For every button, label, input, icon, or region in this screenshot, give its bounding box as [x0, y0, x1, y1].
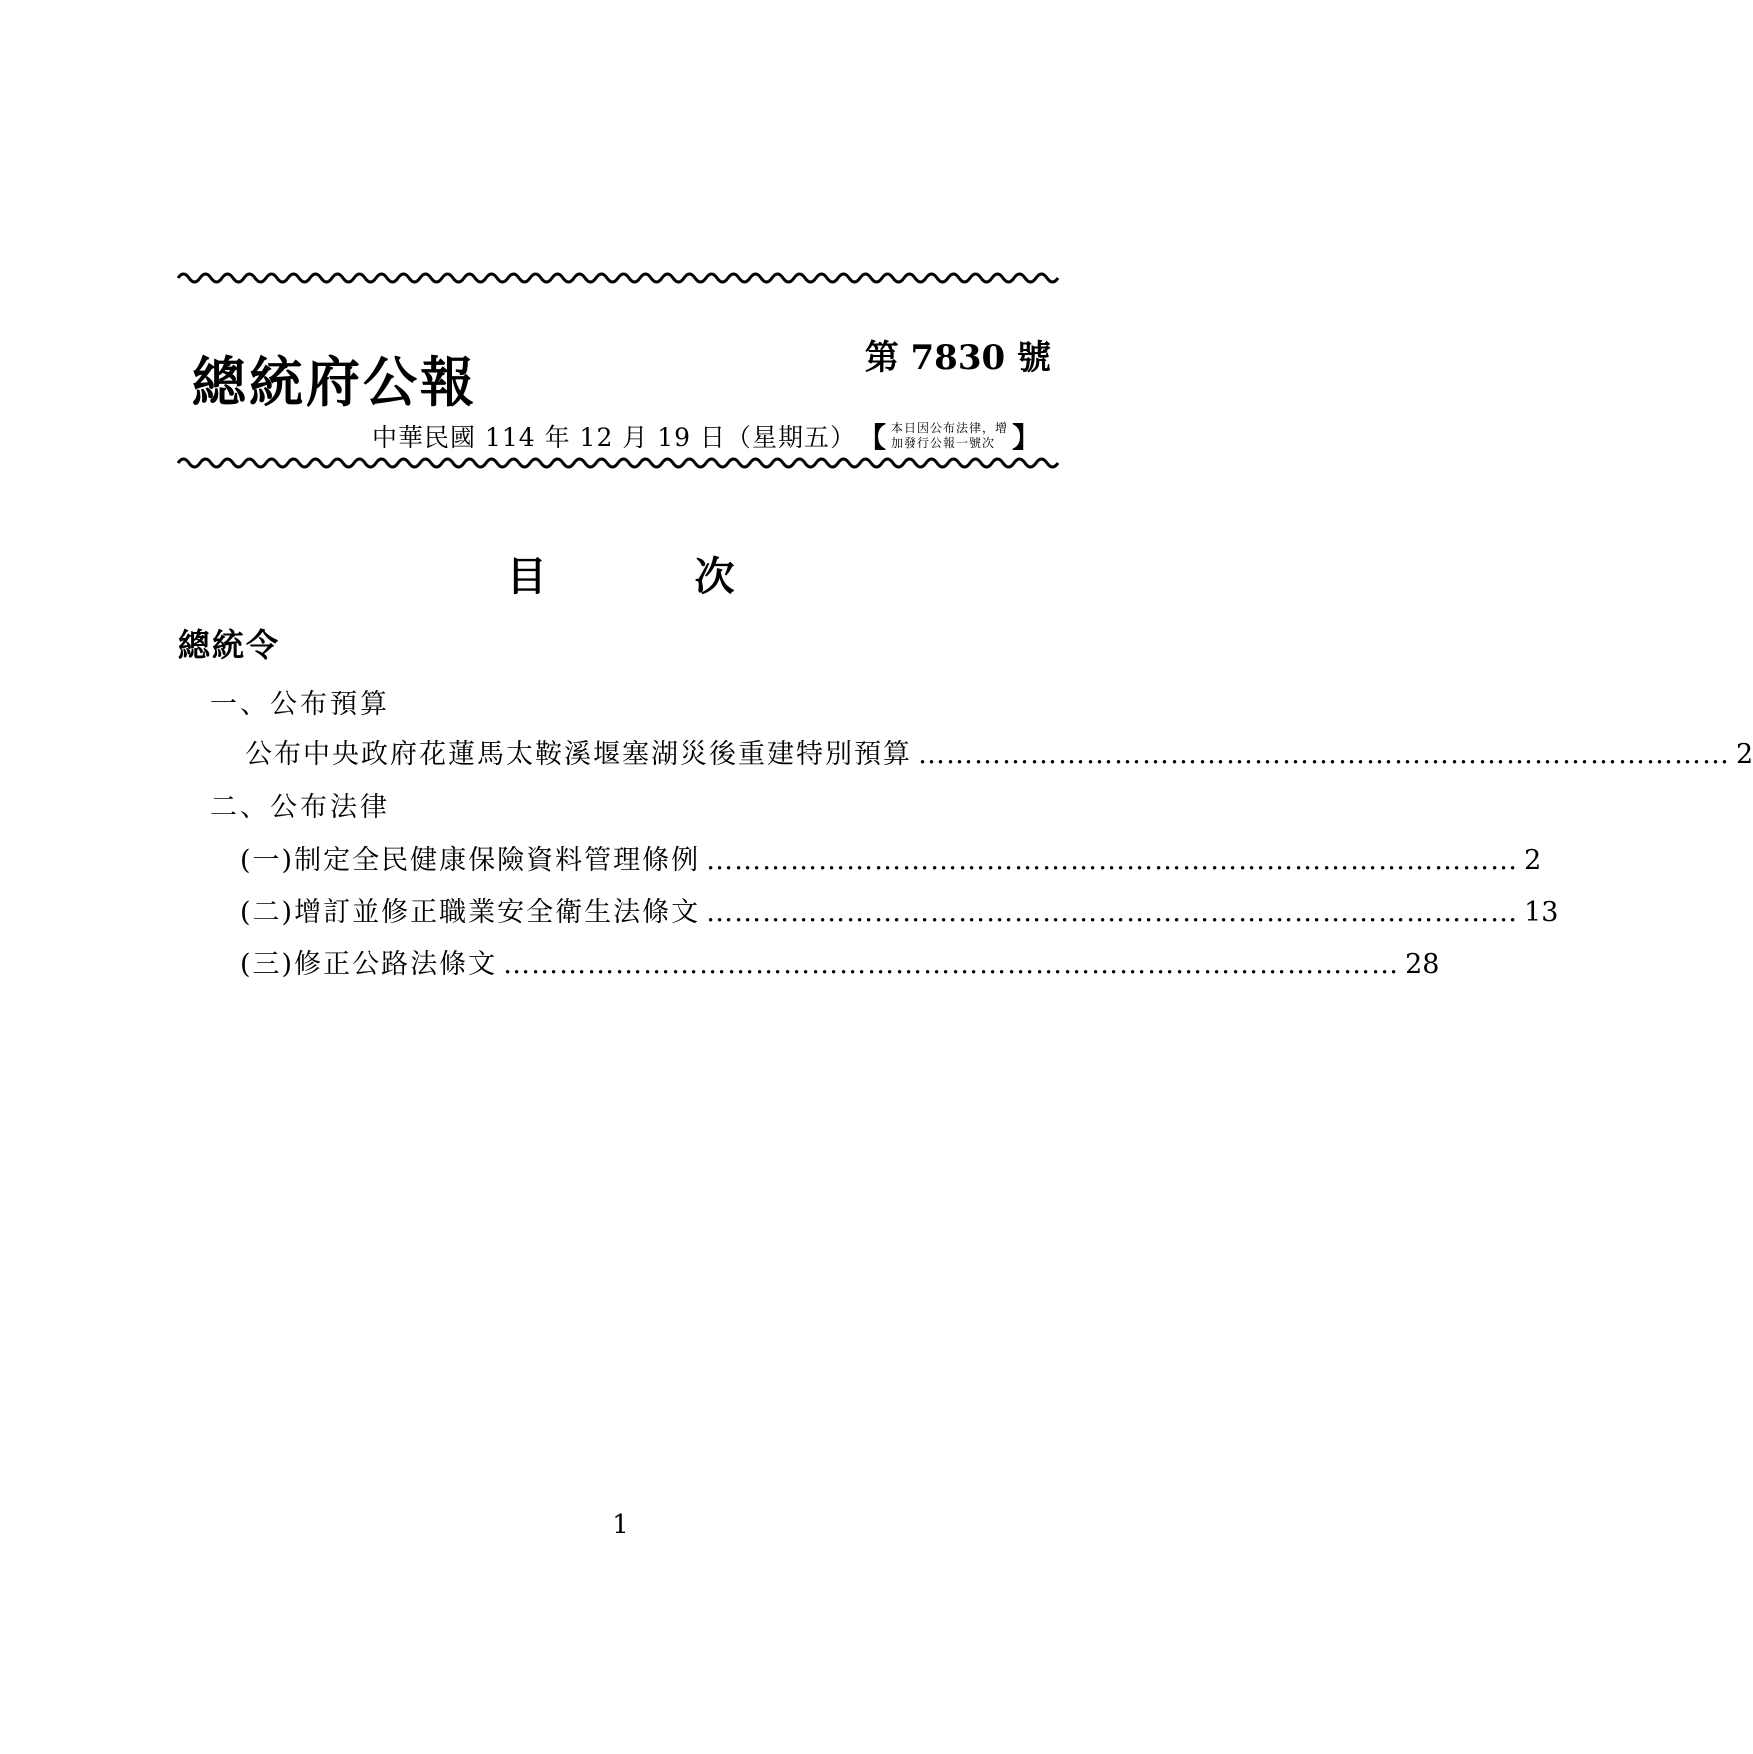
- toc-heading-char1: 目: [506, 554, 547, 600]
- toc-leader-dots: ……………………………………………………………………………………: [503, 949, 1400, 980]
- toc-entry[interactable]: [240, 838, 1542, 877]
- toc-entry-page: 28: [1405, 949, 1440, 980]
- issue-date: 中華民國 114 年 12 月 19 日（星期五）: [372, 423, 857, 452]
- top-wave-divider: [178, 270, 1058, 286]
- toc-entry[interactable]: [240, 890, 1559, 929]
- note-close-bracket: 】: [1012, 421, 1042, 454]
- toc-entry-page: 2: [1736, 739, 1753, 770]
- section-presidential-orders: 總統令: [178, 626, 281, 664]
- toc-heading: [0, 545, 1241, 602]
- wave-line: [178, 459, 1058, 467]
- issue-note-line1: 本日因公布法律，增: [891, 421, 1009, 435]
- note-open-bracket: 【: [858, 421, 888, 454]
- toc-entry[interactable]: [240, 942, 1440, 981]
- page-number: 1: [612, 1510, 629, 1540]
- toc-leader-dots: ……………………………………………………………………………: [706, 845, 1519, 876]
- issue-number: 第 7830 號: [864, 338, 1051, 378]
- issue-note-line2: 加發行公報一號次: [891, 436, 996, 450]
- toc-entry-text: (一)制定全民健康保險資料管理條例: [240, 845, 701, 876]
- toc-entry-text: 公布中央政府花蓮馬太鞍溪堰塞湖災後重建特別預算: [245, 739, 912, 770]
- group-laws-heading: 二、公布法律: [210, 792, 390, 823]
- toc-leader-dots: ……………………………………………………………………………: [706, 897, 1519, 928]
- gazette-title: 總統府公報: [192, 351, 477, 414]
- bottom-wave-divider: [178, 455, 1058, 471]
- wave-line: [178, 274, 1058, 282]
- issue-note: [891, 421, 1008, 451]
- toc-entry[interactable]: [245, 732, 1753, 771]
- toc-entry-text: (三)修正公路法條文: [240, 949, 498, 980]
- issue-dateline: [372, 416, 1043, 456]
- toc-leader-dots: ……………………………………………………………………………: [918, 739, 1730, 770]
- toc-entry-page: 2: [1524, 845, 1542, 876]
- toc-heading-char2: 次: [694, 554, 735, 600]
- toc-entry-page: 13: [1524, 897, 1559, 928]
- group-budget-heading: 一、公布預算: [210, 689, 390, 720]
- toc-entry-text: (二)增訂並修正職業安全衛生法條文: [240, 897, 701, 928]
